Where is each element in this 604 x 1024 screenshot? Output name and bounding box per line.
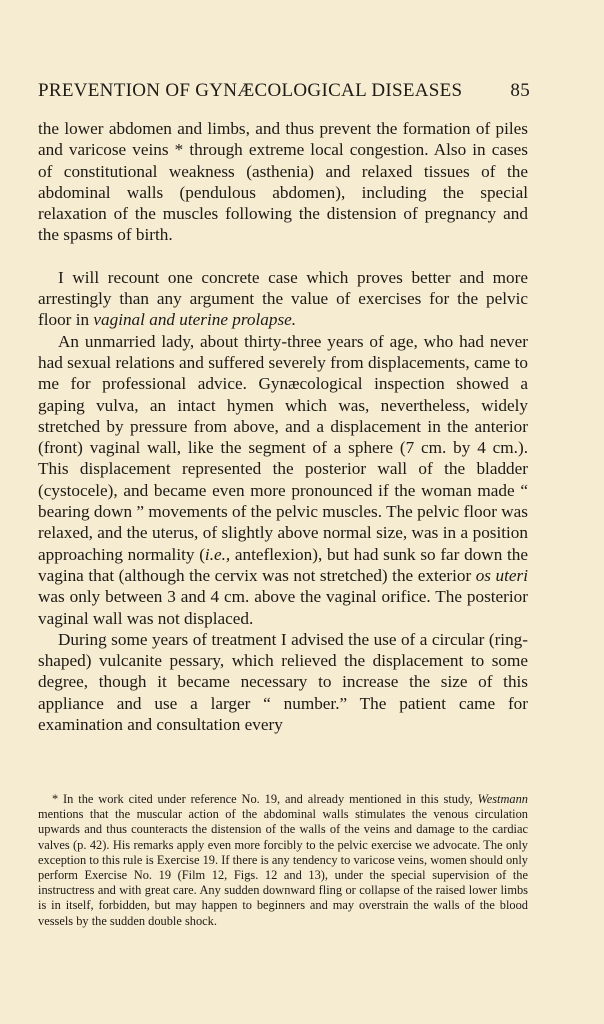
running-title: PREVENTION OF GYNÆCOLOGICAL DISEASES [38,80,463,101]
main-text [38,118,528,735]
running-header [38,80,530,102]
paragraph-3-text-a: An unmarried lady, about thirty-three years of age, who had never had sexual relations and suffered severely from displacements, came to me for professional advice. Gynæcological inspection showed a gaping vulva, an intact hymen which was, nevertheless, widely stretched by pressure from above, and a displacement in the anterior (front) vaginal wall, like the segment of a sphere (7 cm. by 4 cm.). This displacement represented the posterior wall of the bladder (cystocele), and became even more pronounced if the woman made “ bearing down ” movements of the pelvic muscles. The pelvic floor was relaxed, and the uterus, of slightly above normal size, was in a position approaching normality ( [38,331,528,564]
paragraph-3 [38,331,528,629]
footnote-text-a: * In the work cited under reference No. 19, and already mentioned in this study, [52,792,478,806]
paragraph-3-emphasis-a: i.e., [204,544,231,564]
paragraph-3-emphasis-b: os uteri [475,565,528,585]
footnote-text-b: mentions that the muscular action of the abdominal walls stimulates the venous circulation upwards and thus counteracts the distension of the walls of the veins and damage to the cardiac valves (p. 42). His remarks apply even more forcibly to the pelvic exercise we advocate. The only exception to this rule is Exercise 19. If there is any tendency to varicose veins, women should only perform Exercise No. 19 (Film 12, Figs. 12 and 13), under the special supervision of the instructress and with great care. Any sudden downward fling or collapse of the raised lower limbs is in itself, forbidden, but may happen to beginners and may overstrain the walls of the blood vessels by the sudden double shock. [38,807,528,928]
paragraph-2 [38,267,528,331]
paragraph-4: During some years of treatment I advised the use of a circular (ring-shaped) vulcanite pessary, which relieved the displacement to some degree, though it became necessary to increase the size of this appliance and use a larger “ number.” The patient came for examination and consultation every [38,629,528,735]
footnote [38,792,528,929]
paragraph-2-text: I will recount one concrete case which proves better and more arrestingly than any argument the value of exercises for the pelvic floor in [38,267,528,330]
footnote-emphasis: Westmann [477,792,528,806]
paragraph-3-text-b: anteflexion), but had sunk so far down the vagina that (although the cervix was not stretched) the exterior [38,544,528,585]
paragraph-2-emphasis: vaginal and uterine prolapse. [93,310,297,330]
paragraph-1: the lower abdomen and limbs, and thus prevent the formation of piles and varicose veins * through extreme local congestion. Also in cases of constitutional weakness (asthenia) and relaxed tissues of the abdominal walls (pendulous abdomen), including the special relaxation of the muscles following the distension of pregnancy and the spasms of birth. [38,119,528,245]
page-number: 85 [510,80,530,101]
footnote-text [38,792,528,929]
paragraph-3-text-c: was only between 3 and 4 cm. above the vaginal orifice. The posterior vaginal wall was not displaced. [38,587,528,628]
